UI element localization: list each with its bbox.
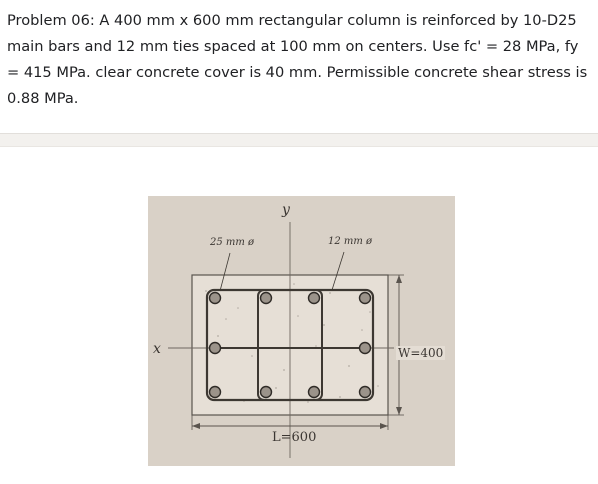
column-cross-section-figure — [148, 196, 455, 466]
main-bar — [261, 293, 272, 304]
x-axis-label: x — [153, 341, 161, 357]
main-bar — [360, 387, 371, 398]
main-bar — [309, 293, 320, 304]
tie-label: 12 mm ø — [328, 236, 373, 247]
main-bar — [210, 387, 221, 398]
main-bar — [261, 387, 272, 398]
main-bar — [210, 343, 221, 354]
section-divider — [0, 133, 598, 147]
main-bar — [210, 293, 221, 304]
main-bar — [309, 387, 320, 398]
main-bar — [360, 293, 371, 304]
main-bar — [360, 343, 371, 354]
width-label: W=400 — [398, 346, 444, 360]
main-bar-label: 25 mm ø — [210, 237, 255, 248]
column-cross-section-drawing — [148, 196, 455, 466]
length-label: L=600 — [272, 430, 317, 445]
problem-statement: Problem 06: A 400 mm x 600 mm rectangular column is reinforced by 10-D25 main bars and 12 mm ties spaced at 100 mm on centers. Use fc' = 28 MPa, fy = 415 MPa. clear concrete cover is 40 mm. Permissible concrete shear stress is 0.88 MPa. — [7, 12, 588, 107]
y-axis-label: y — [282, 202, 290, 218]
